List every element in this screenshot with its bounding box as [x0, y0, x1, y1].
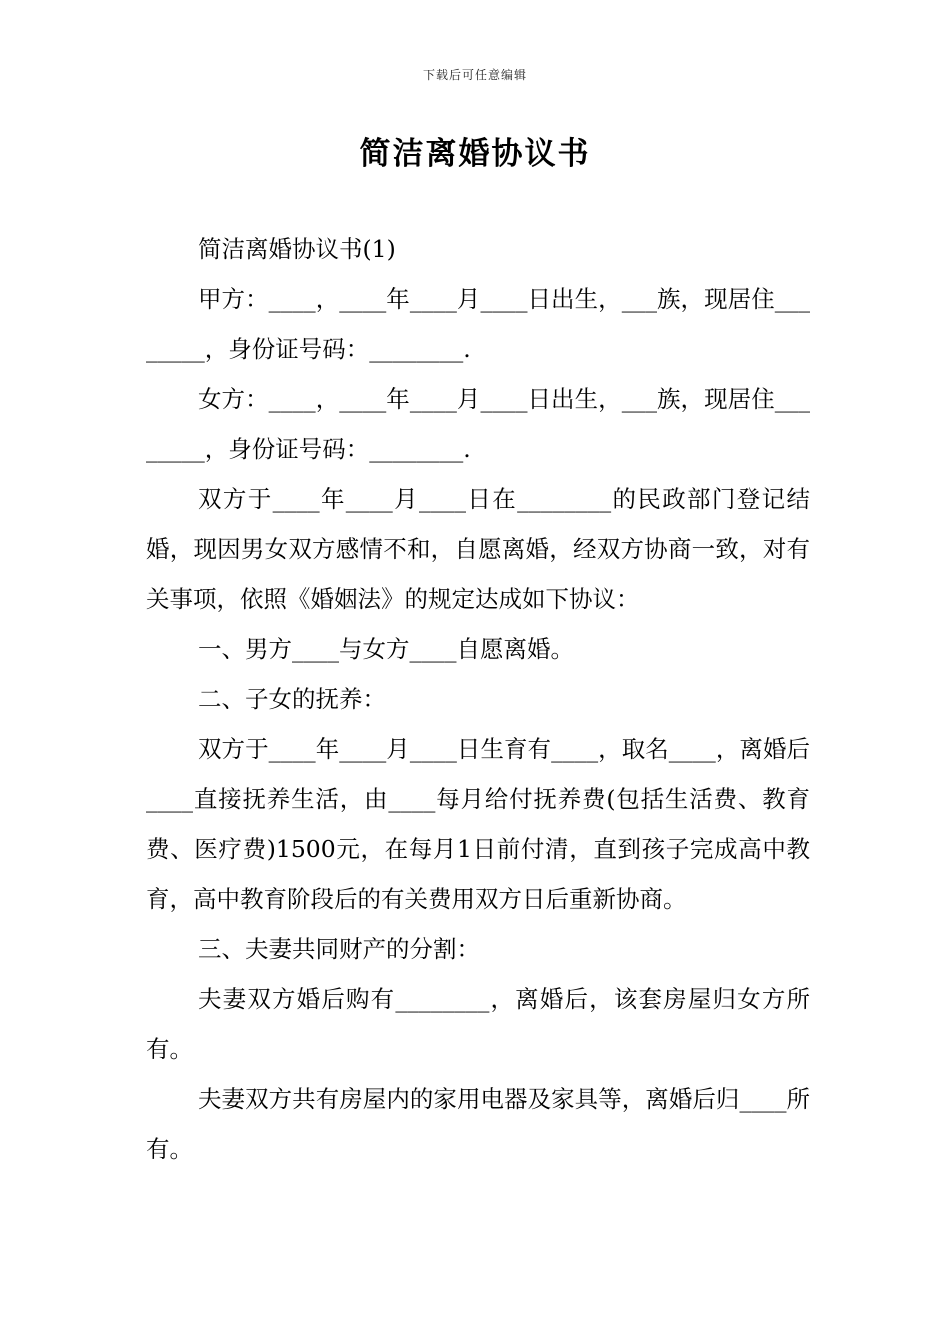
paragraph-house-division: 夫妻双方婚后购有________，离婚后，该套房屋归女方所有。	[146, 985, 810, 1063]
page-header-note: 下载后可任意编辑	[422, 68, 527, 82]
paragraph-clause-3-heading: 三、夫妻共同财产的分割：	[198, 935, 480, 963]
paragraph-child-custody: 双方于____年____月____日生育有____，取名____，离婚后____直接抚养生活，由____每月给付抚养费(包括生活费、教育费、医疗费)1500元，在每月1日前付清，直到孩子完成高中教育，高中教育阶段后的有关费用双方日后重新协商。	[146, 735, 810, 913]
paragraph-party-a: 甲方：____，____年____月____日出生，___族，现居住________，身份证号码：________.	[146, 285, 810, 363]
paragraph-marriage-registration: 双方于____年____月____日在________的民政部门登记结婚，现因男女双方感情不和，自愿离婚，经双方协商一致，对有关事项，依照《婚姻法》的规定达成如下协议：	[146, 485, 810, 613]
paragraph-party-female: 女方：____，____年____月____日出生，___族，现居住________，身份证号码：________.	[146, 385, 810, 463]
paragraph-subtitle: 简洁离婚协议书(1)	[198, 235, 396, 263]
paragraph-clause-1: 一、男方____与女方____自愿离婚。	[198, 635, 574, 663]
document-body	[146, 224, 810, 1174]
paragraph-clause-2-heading: 二、子女的抚养：	[198, 685, 386, 713]
document-title: 简洁离婚协议书	[359, 136, 591, 172]
paragraph-appliances-division: 夫妻双方共有房屋内的家用电器及家具等，离婚后归____所有。	[146, 1085, 810, 1163]
